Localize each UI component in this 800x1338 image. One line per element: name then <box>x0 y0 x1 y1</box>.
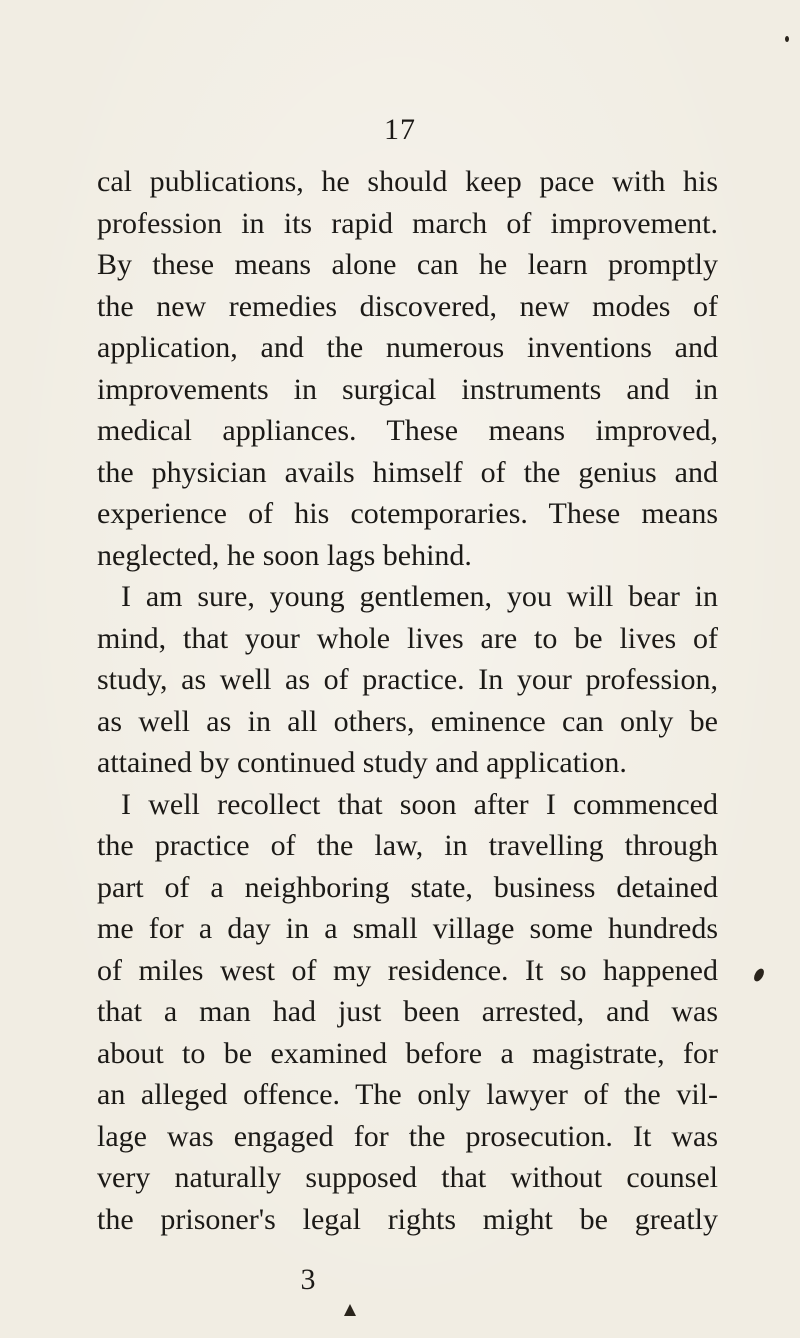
text-line: that a man had just been arrested, and was <box>97 995 718 1028</box>
text-line: cal publications, he should keep pace with his <box>97 165 718 198</box>
text-line: medical appliances. These means improved, <box>97 414 718 447</box>
text-line: By these means alone can he learn promptly <box>97 248 718 281</box>
text-line: profession in its rapid march of improvement. <box>97 206 718 240</box>
text-line: neglected, he soon lags behind. <box>97 538 472 572</box>
text-line: application, and the numerous inventions and <box>97 331 718 364</box>
ink-speck <box>752 967 766 983</box>
text-line: the prisoner's legal rights might be greatly <box>97 1202 718 1236</box>
text-line: very naturally supposed that without counsel <box>97 1161 718 1194</box>
text-line: experience of his cotemporaries. These means <box>97 497 718 530</box>
text-line: me for a day in a small village some hundreds <box>97 912 718 945</box>
ink-speck <box>785 36 789 42</box>
text-line: as well as in all others, eminence can only be <box>97 704 718 738</box>
text-line: the new remedies discovered, new modes of <box>97 289 718 323</box>
text-line: study, as well as of practice. In your profession, <box>97 663 718 696</box>
text-line: I am sure, young gentlemen, you will bear in <box>121 580 718 613</box>
body-text <box>97 161 718 1240</box>
text-line: I well recollect that soon after I commenced <box>121 787 718 821</box>
signature-mark: 3 <box>300 1263 316 1296</box>
text-line: the physician avails himself of the genius and <box>97 455 718 489</box>
text-line: attained by continued study and application. <box>97 746 627 779</box>
text-line: the practice of the law, in travelling through <box>97 829 718 862</box>
page-number: 17 <box>384 113 416 146</box>
text-line: part of a neighboring state, business detained <box>97 870 718 904</box>
text-line: improvements in surgical instruments and in <box>97 372 718 406</box>
text-line: lage was engaged for the prosecution. It was <box>97 1119 718 1153</box>
text-line: an alleged offence. The only lawyer of the vil- <box>97 1078 718 1111</box>
ink-speck <box>344 1304 356 1316</box>
text-line: mind, that your whole lives are to be lives of <box>97 621 718 655</box>
text-line: of miles west of my residence. It so happened <box>97 953 718 987</box>
text-line: about to be examined before a magistrate, for <box>97 1036 718 1070</box>
